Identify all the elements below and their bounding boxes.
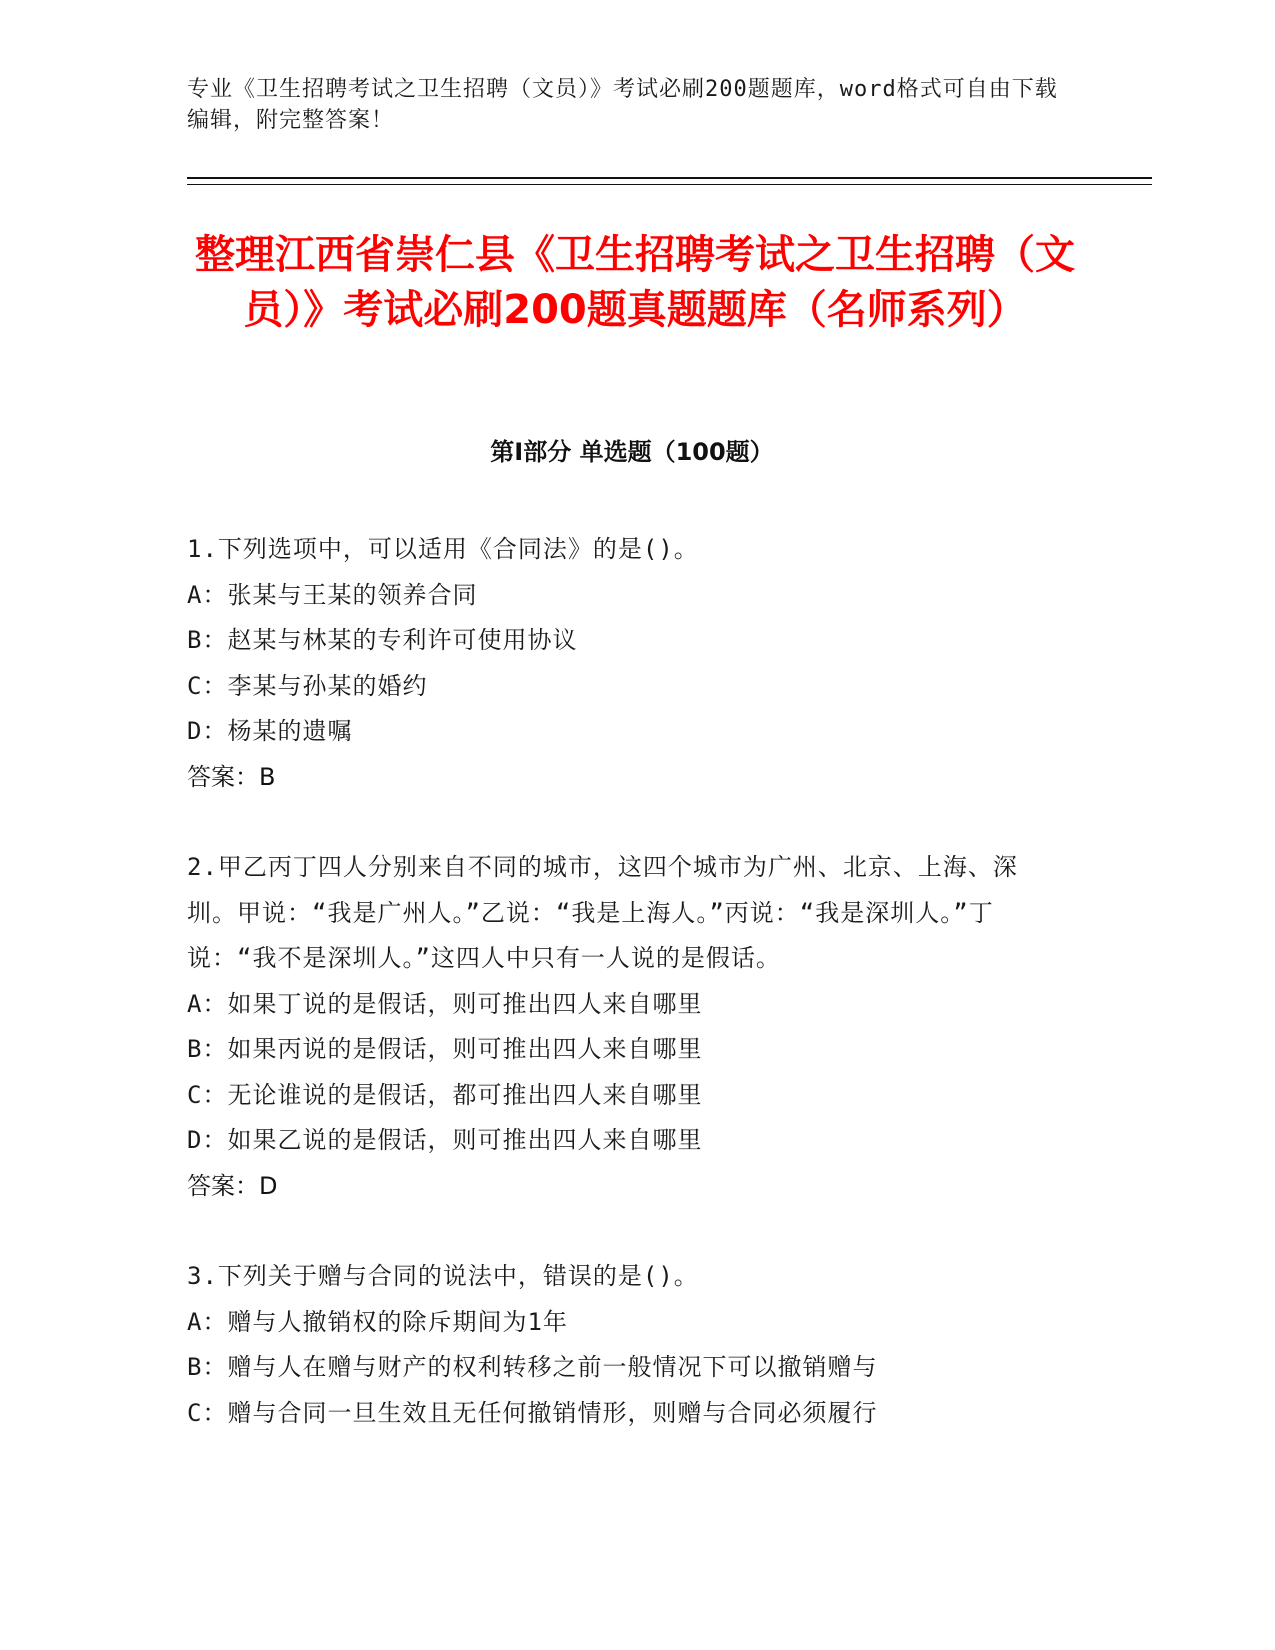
answer-line: 答案：B	[187, 762, 276, 791]
header-divider-thick	[187, 177, 1152, 179]
option-b: B：赠与人在赠与财产的权利转移之前一般情况下可以撤销赠与	[187, 1353, 878, 1381]
option-a: A：赠与人撤销权的除斥期间为1年	[187, 1307, 568, 1336]
question-stem: 1.下列选项中，可以适用《合同法》的是()。	[187, 535, 699, 563]
option-c: C：李某与孙某的婚约	[187, 671, 428, 700]
question-stem: 2.甲乙丙丁四人分别来自不同的城市，这四个城市为广州、北京、上海、深圳。甲说：“我是广州人。”乙说：“我是上海人。”丙说：“我是深圳人。”丁说：“我不是深圳人。”这四人中只有一人说的是假话。	[187, 853, 1018, 972]
option-c: C：无论谁说的是假话，都可推出四人来自哪里	[187, 1080, 703, 1109]
document-title: 整理江西省崇仁县《卫生招聘考试之卫生招聘（文员）》考试必刷200题真题题库（名师系列）	[195, 232, 1075, 333]
option-c: C：赠与合同一旦生效且无任何撤销情形，则赠与合同必须履行	[187, 1398, 878, 1427]
option-b: B：赵某与林某的专利许可使用协议	[187, 626, 578, 654]
question-list	[187, 527, 1062, 1481]
header-note: 专业《卫生招聘考试之卫生招聘（文员）》考试必刷200题题库，word格式可自由下载编辑，附完整答案！	[187, 77, 1058, 133]
option-b: B：如果丙说的是假话，则可推出四人来自哪里	[187, 1035, 703, 1063]
option-d: D：杨某的遗嘱	[187, 717, 353, 745]
header-divider-thin	[187, 184, 1152, 185]
option-a: A：张某与王某的领养合同	[187, 580, 478, 609]
option-d: D：如果乙说的是假话，则可推出四人来自哪里	[187, 1126, 703, 1154]
section-heading: 第I部分 单选题（100题）	[490, 438, 774, 466]
option-a: A：如果丁说的是假话，则可推出四人来自哪里	[187, 989, 703, 1018]
answer-line: 答案：D	[187, 1171, 278, 1200]
question-1	[187, 527, 1062, 800]
question-stem: 3.下列关于赠与合同的说法中，错误的是()。	[187, 1262, 699, 1290]
question-2	[187, 845, 1062, 1209]
question-3	[187, 1254, 1062, 1436]
